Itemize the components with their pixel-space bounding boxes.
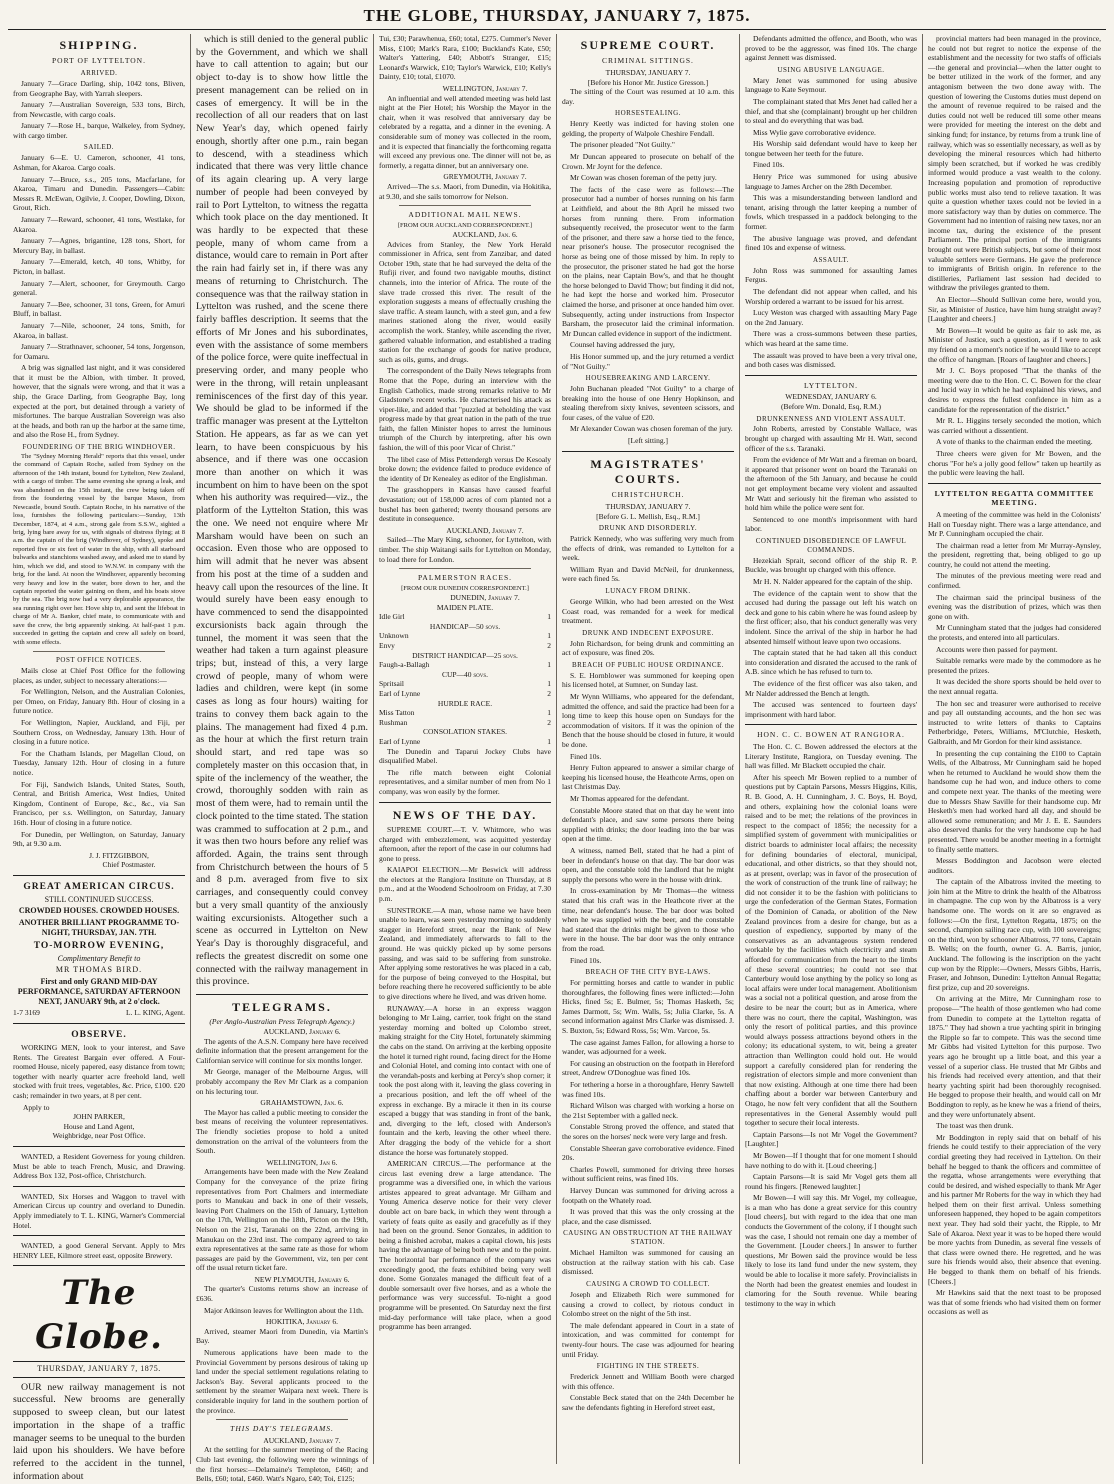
wanted-ad: WANTED, a Resident Governess for young children. Must be able to teach French, Music, and Drawing. Address Box 132, Post-office, Christchurch. [13,1152,185,1181]
news-of-the-day-heading: NEWS OF THE DAY. [392,807,538,822]
sailed-item: January 7—Alert, schooner, for Greymouth. Cargo general. [13,278,185,298]
regatta-paragraph: A meeting of the committee was held in the Colonists' Hall on Tuesday night. There was a large attendance, and Mr P. Cunningham occupied the chair. [928,509,1101,539]
court-text: Joseph and Elizabeth Rich were summoned for causing a crowd to collect, by riotous conduct in Colombo street on the night of the 5th inst. [562,1289,734,1319]
placing: 1 [547,631,551,641]
brig-paragraph: A brig was signalled last night, and it was considered that it must be the Albion, with timber. It proved, however, that the signals were wrong, and that it was a ship, the Grace Darling, from Geographe Bay, long expected at the port, but detained through a variety of misfortunes. The barque Australian Sovereign was also at the heads, and both ran up the harbor at the same time, and also the Rose H., from Sydney. [13,363,185,440]
lyttelton-text: The accused was sentenced to fourteen days' imprisonment with hard labor. [745,700,917,719]
divider [928,483,1101,484]
lyttelton-text: The evidence of the captain went to show that the accused had during the passage out left his watch on deck and gone to his cabin where he was found asleep by the first officer; also, that his conduct generally was very indolent. Since the arrival of the ship in harbor he had absented himself without leave upon two occasions. [745,588,917,646]
horse-name: Envy [379,641,395,651]
race-title: CUP—40 sovs. [441,669,489,679]
mail-news-source: [FROM OUR AUCKLAND CORRESPONDENT.] [397,221,533,229]
regatta-paragraph: The chairman said the principal business of the evening was the distribution of prizes, which was then gone on with. [928,592,1101,621]
case-heading: FIGHTING IN THE STREETS. [596,1362,700,1371]
bowen-text: Mr Bowen—If I thought that for one moment I should have nothing to do with it. [Loud cheering.] [745,1150,917,1170]
telegrams-subheading: (Per Anglo-Australian Press Telegraph Agency.) [209,1017,355,1027]
mag-before: [Before G. L. Mellish, Esq., R.M.] [596,511,700,521]
lyttelton-date: WEDNESDAY, JANUARY 6. [785,392,877,402]
divider [13,1023,185,1024]
this-days-telegrams-heading: THIS DAY'S TELEGRAMS. [230,1424,334,1434]
mail-news-text: The correspondent of the Daily News telegraphs from Rome that the Pope, during an interview with the English Catholics, made strong remarks relative to Mr Gladstone's recent works. He characterised his attack as viper-like, and added that "puzzled at beholding the vast progress made by that great nation in the path of the true faith, the fallen Minister hopes to arrest the luminous triumph of the Church by interpreting, after his own fashion, the will of this poor Vicar of Christ." [379,366,551,453]
race-row [379,631,551,641]
court-date: THURSDAY, JANUARY 7. [605,67,691,77]
circus-ad-line: STILL CONTINUED SUCCESS. [44,895,154,905]
bowen-text-continued: Mr R. L. Higgins tersely seconded the motion, which was carried without a dissentient. [928,416,1101,435]
sailed-item: January 7—Bruce, s.s., 205 tons, Macfarlane, for Akaroa, Timaru and Dunedin. Passengers—Cabin: Messrs R. McEwan, Ogilvie, J. Cooper, Dowling, Dixon, Grout, Rich. [13,174,185,213]
post-signature: J. J. FITZGIBBON, [89,850,149,860]
race-row [379,660,551,670]
sailed-item: January 7—Emerald, ketch, 40 tons, Whitby, for Picton, in ballast. [13,257,185,276]
news-item: RUNAWAY.—A horse in an express waggon belonging to Mr Laing, carrier, took fright on the stand yesterday morning and bolted up Colombo street, making straight for the City Hotel, fortunately skimming the cabs on the stand. On arriving at the kerbing opposite the hotel it turned right round, facing direct for the Home and Colonial Hotel, and coming into contact with one of the verandah-posts and kerbing at Percy's shop corner; it took the post along with it, leaving the glass covering in a precarious position, and left the off wheel of the express in exchange. By a miracle it then in its course escaped a buggy that was standing in front of the bank, and, diverging to the left, closed with Anderson's fountain and the kerb, leaving the other wheel there. After dragging the body of the vehicle for a short distance the horse was fortunately stopped. [379,1003,551,1157]
races-place: DUNEDIN, January 7. [450,593,520,603]
telegram-place: HOKITIKA, January 6. [266,1317,338,1327]
circus-ad-ref: 1-7 3169 [13,1008,40,1018]
court-text: Fined 10s. [570,751,602,761]
race-table [379,631,551,650]
arrived-item: January 7—Rose H., barque, Walkeley, from Sydney, with cargo timber. [13,121,185,140]
divider [13,1186,185,1187]
court-text: Henry Fulton appeared to answer a similar charge of keeping his licensed house, the Heathcote Arms, open on last Christmas Day. [562,763,734,792]
court-text: A witness, named Bell, stated that he had a pint of beer in defendant's house on that day. The bar door was open, and the constable told the landlord that he might supply the persons who were in the house with drink. [562,845,734,884]
regatta-paragraph: The chairman read a letter from Mr Murray-Aynsley, the president, regretting that, being obliged to go up country, he could not attend the meeting. [928,540,1101,569]
post-office-heading: POST OFFICE NOTICES. [56,656,142,665]
race-title: MAIDEN PLATE. [436,602,494,612]
horse-name: Unknown [379,631,409,641]
case-heading: HORSESTEALING. [615,109,681,118]
columns [8,34,1106,1484]
placing: 2 [547,689,551,699]
telegram-text: The Mayor has called a public meeting to consider the best means of receiving the volunteer representatives. The friendly societies propose to hold a united demonstration on the arrival of the volunteers from the South. [196,1107,368,1156]
telegram-place: GRAHAMSTOWN, Jan. 6. [260,1098,344,1108]
race-row [379,718,551,728]
court-text: William Ryan and David McNeil, for drunkenness, were each fined 5s. [562,564,734,584]
lyttelton-text: From the evidence of Mr Watt and a fireman on board, it appeared that prisoner went on board the Taranaki on the afternoon of the 5th January, and because he could not get employment became very violent and assaulted Mr Watt and seriously hit the fireman who assisted to hold him while the police were sent for. [745,455,917,513]
race-title: CONSOLATION STAKES. [423,727,507,737]
wanted-ad: WANTED, Six Horses and Waggon to travel with American Circus up country and overland to Dunedin. Apply immediately to T. L. KING, Warner's Commercial Hotel. [13,1191,185,1230]
divider [216,1419,348,1420]
supreme-court-heading: SUPREME COURT. [580,38,716,52]
race-table [379,679,551,698]
column-6 [923,34,1106,1464]
circus-ad-title: GREAT AMERICAN CIRCUS. [23,881,175,892]
shipping-heading: SHIPPING. [59,38,139,52]
lead-article: OUR new railway management is not successful. New brooms are generally supposed to sweep clean, but our latest importation in the shape of a traffic manager seems to be unequal to the burden laid upon his shoulders. We have before referred to the accident in the tunnel, information about [13,1381,185,1482]
court-text: Counsel having addressed the jury, [570,340,675,350]
foundering-paragraph: The "Sydney Morning Herald" reports that this vessel, under the command of Captain Roche, sailed from Sydney on the afternoon of the 14th instant, bound for Lyttelton, New Zealand, with a cargo of timber. The same evening she sprang a leak, and was abandoned on the 15th instant, the crew being taken off from the foundering vessel by the barque Mason, from Newcastle, bound South. Captain Roche, in his narrative of the loss, furnishes the following particulars:—Sunday, 13th December, 1874, at 4 a.m., strong gale from S.S.W., sighted a brig, lying bare away for us, with signals of distress flying; at 8 a.m. the captain of the brig (Windhover, of Sydney), spoke and reported five or six feet of water in the ship, with all starboard bulwarks and stanchions washed away, and asked me to stand by him, which we did, and stood to W.N.W. in company with the brig, for the land. At noon the Windhover, apparently becoming very heavy and low in the water, bore down to her, and the captain reported the water gaining on them, and his boats stove by the sea. The brig now had a very deplorable appearance, the sea running right over her. Hove ship to, and sent the lifeboat in charge of Mr A. Banker, chief mate, to communicate with and save the crew, the brig apparently sinking. At half-past 1 p.m. succeeded in getting the captain and crew all safely on board, with some effects. [13,453,185,646]
case-heading: BREACH OF PUBLIC HOUSE ORDINANCE. [571,660,725,669]
race-table [379,660,551,670]
race-table [379,737,551,747]
court-text: Defendants admitted the offence, and Booth, who was proved to be the aggressor, was fined 10s. The charge against Jennett was dismissed. [745,34,917,63]
court-text: Charles Powell, summoned for driving three horses without sufficient reins, was fined 10s. [562,1164,734,1184]
court-text: Mr Duncan appeared to prosecute on behalf of the Crown. Mr Joynt for the defence. [562,152,734,171]
post-item: For Fiji, Sandwich Islands, United States, South, Central, and British America, West Indies, United Kingdom, Continent of Europe, &c., &c., via San Francisco, per s.s. Wellington, on Saturday, January 16th. Hour of closing in a future notice. [13,779,185,827]
telegram-text: Arrived—The s.s. Maori, from Dunedin, via Hokitika, at 9.30, and she sails tomorrow for Nelson. [379,181,551,201]
court-text: Miss Wylie gave corroborative evidence. [753,127,876,137]
observe-name: House and Land Agent, [63,1121,135,1131]
post-item: For Dunedin, per Wellington, on Saturday, January 9th, at 9.30 a.m. [13,829,185,849]
court-text: Frederick Jennett and William Booth were charged with this offence. [562,1372,734,1391]
column-2 [191,34,374,1484]
column-5 [740,34,923,1464]
court-text: Henry Price was summoned for using abusive language to James Archer on the 28th December. [745,172,917,191]
regatta-paragraph: The toast was then drunk. [936,1121,1014,1131]
divider [745,375,917,376]
arrived-item: January 7—Australian Sovereign, 533 tons, Birch, from Newcastle, with cargo coals. [13,100,185,119]
case-heading: ASSAULT. [812,255,850,264]
race-results [379,603,551,747]
race-table [379,612,551,622]
placing: 2 [547,641,551,651]
bowen-heading: HON. C. C. BOWEN AT RANGIORA. [757,730,905,740]
regatta-paragraph: The minutes of the previous meeting were read and confirmed. [928,571,1101,591]
horse-name: Faugh-a-Ballagh [379,660,430,670]
case-heading: USING ABUSIVE LANGUAGE. [777,65,885,74]
bowen-text: After his speech Mr Bowen replied to a number of questions put by Captain Parsons, Messrs Higgins, Kilis, R. B. Good, A. H. Cunningham, J. C. Boys, H. Boyd, and others, explaining how the colonial loans were raised and to be met; the relations of the provinces in respect to the compact of 1856; the necessity for a simplified system of government with municipalities or district boards to administer local affairs; the necessity for defining boundaries of electoral, municipal, educational, and other districts, so that they should not, as at present, overlap; was in favor of the prosecution of the work of construction of the trunk line of railway; he did not consider it to be the fashion with politicians to urge the confederation of the German States, Formation of the Dominion of Canada, or abolition of the New Zealand provinces from a desire for change, but as a question of expediency, supported by many of the conservatives as an advantageous system rendered workable by the facilities which electricity and steam afforded for communication from the heart to the limbs of these several countries; he could not see that Canterbury would lose anything by the policy so long as local affairs were under local management. Abolitionism was a social not a political question, and arose from the desire to be near the court; but as in America, where there was no court, there the capital, Washington, was only the resort of political parties, and this province would always possess attractions beyond others in the colony; its educational system, to wit, being a greater attraction than Wellington could hold out. He would support a carefully considered plan for rendering the registration of electors simple and more convenient than that now existing. Although at one time there had been chaffing about a border war between Canterbury and Otago, he now felt very confident that all the Southern representatives in the General Assembly would pull together to secure their local interests. [745,772,917,1128]
court-text: John Ross was summoned for assaulting James Fergus. [745,265,917,285]
placing: 1 [547,679,551,689]
wanted-ad: WANTED, a good General Servant. Apply to Mrs HENRY LEE, Kilmore street east, opposite Brewery. [13,1241,185,1260]
race-row [379,737,551,747]
court-text: The prisoner pleaded "Not Guilty." [570,140,675,150]
case-heading: DRUNKENNESS AND VIOLENT ASSAULT. [756,414,906,423]
globe-title: The Globe. [35,1273,163,1357]
race-row [379,641,551,651]
horse-name: Spritsail [379,679,405,689]
bowen-text-continued: An Elector—Should Sullivan come here, would you, Sir, as Minister of Justice, have him hung straight away? [Laughter and cheers.] [928,295,1101,324]
criminal-sittings-subheading: CRIMINAL SITTINGS. [602,56,694,66]
lyttelton-text: John Roberts, arrested by Constable Wallace, was brought up charged with assaulting Mr H. Watt, second officer of the s.s. Taranaki. [745,424,917,453]
observe-text: WORKING MEN, look to your interest, and Save Rents. The Greatest Bargain ever offered. A Four-roomed House, nicely papered, easy distance from town; together with nearly quarter acre freehold land, well stocked with fruit trees, vegetables, &c. Price, £100. £20 cash; remainder in two years, at 8 per cent. [13,1043,185,1101]
court-text: Mr Alexander Cowan was chosen foreman of the jury. [570,424,733,434]
divider [13,1235,185,1236]
regatta-paragraph: Mr Cunningham stated that the judges had considered the protests, and entered into all particulars. [928,623,1101,643]
case-heading: DRUNK AND DISORDERLY. [598,524,698,533]
placing: 1 [547,612,551,622]
telegram-place: NEW PLYMOUTH, January 6. [254,1274,350,1284]
court-text: Fined 10s. [753,160,785,170]
circus-ad-line: TO-MORROW EVENING, [33,940,165,951]
telegram-text: Mr George, manager of the Melbourne Argus, will probably accompany the Rev Mr Clark as a companion on his lecturing tour. [196,1067,368,1096]
divider [562,451,734,452]
sailed-item: January 6—E. U. Cameron, schooner, 41 tons, Ashman, for Akaroa. Cargo coals. [13,153,185,173]
mail-news-text: The libel case of Miss Pettendergh versus De Kesoaly broke down; the evidence failed to produce evidence of the identity of Dr Kenealey as editor of the Englishman. [379,454,551,483]
news-item: KAIAPOI ELECTION.—Mr Beswick will address the electors at the Rangiora Institute on Thursday, at 8 p.m., and at the Woodend Schoolroom on Friday, at 7.30 p.m. [379,865,551,904]
regatta-paragraph: Mr Boddington in reply said that on behalf of his friends he could testify to their appreciation of the very cordial greeting they had received in Lyttelton. On their behalf he begged to thank the officers and committee of the regatta, whose arrangements were everything that could be desired, and wished especially to thank Mr Ager and his partner Mr Roberts for the way in which they had helped them on their first arrival. Unless something unforeseen happened, they hoped to be again competitors next year. They had sold their yacht, the Ripple, to Mr Sale of Akaroa. Next year it was to be hoped there would be more yachts from Dunedin, as several fine vessels of that class were owned there. He regretted, and he was sure his friends would also, their absence that evening. He begged to thank them on behalf of his friends. [Cheers.] [928,1132,1101,1286]
court-text: Richard Wilson was charged with working a horse on the 21st September with a galled neck. [562,1101,734,1120]
masthead: THE GLOBE, THURSDAY, JANUARY 7, 1875. [8,6,1106,30]
bowen-text-continued: provincial matters had been managed in the province, he could not but regret to notice the expense of the establishment and the necessity for two staffs of officials—the general and provincial—when the latter ought to be better utilized in the work of the former, and any antagonism between the two done away with. The question of lowering the Customs duties must depend on the amount of revenue required to be raised and the duties could not well be reduced till some other means were provided for meeting the interest on the debt and sinking fund; for instance, by returns from a trunk line of railway, which was so essentially necessary, as well as by developing the mineral resources which had hitherto simply been scratched, but if worked he was credibly informed would produce a vast wealth to the colony. Increasing population and promotion of reproductive public works must also tend to relieve taxation. It was quite a question whether taxes could not be levied in a more satisfactory way than by duties on commerce. The Government had no intention of raising new taxes, nor an income tax, during the existence of the present Parliament. The principal portion of the immigrants brought out were British subjects, but some of their most valuable settlers were Germans. He gave the preference to immigrants of British origin. In reference to the distilleries, Parliament last session had decided to withdraw the privileges granted to them. [928,34,1101,293]
regatta-paragraph: Mr Hawkins said that the next toast to be proposed was that of some friends who had visited them on former occasions as well as [928,1288,1101,1317]
arrived-label: ARRIVED. [80,68,118,77]
mail-news-text: Advices from Stanley, the New York Herald commissioner in Africa, sent from Zanzibar, and dated October 19th, state that he had surveyed the delta of the Rufiji river, and found two navigable mouths, distinct channels, into the interior of Africa. The route of the slave trade crossed this river. The result of the exploration suggests a means of effectually crushing the slave traffic. A steam launch, with a steel gun, and a few marines stationed along the river, would easily accomplish the work. Stanley, while ascending the river, gathered valuable information, and established a trading station for the exchange of goods for native produce, such as oils, gums, and drugs. [379,239,551,364]
mail-news-place: AUCKLAND, Jan. 6. [452,230,518,239]
regatta-paragraph: Accounts were then passed for payment. [936,644,1058,654]
telegram-text: The agents of the A.S.N. Company here have received definite information that the present arrangement for the Californian service will continue for six months longer. [196,1036,368,1065]
lyttelton-text: Mr H. N. Nalder appeared for the captain of the ship. [753,577,913,587]
mag-items [562,524,734,1412]
court-text: S. E. Hornblower was summoned for keeping open his licensed hotel, at Sumner, on Sunday last. [562,670,734,690]
observe-apply: Apply to [23,1102,50,1112]
sailed-item: January 7—Reward, schooner, 41 tons, Westlake, for Akaroa. [13,214,185,234]
arrived-item: January 7—Grace Darling, ship, 1042 tons, Bliven, from Geographe Bay, with Yarrah sleepers. [13,78,185,98]
race-row [379,679,551,689]
divider [196,994,368,995]
circus-ad-line: MR THOMAS BIRD. [55,965,143,975]
mail-news-heading: ADDITIONAL MAIL NEWS. [408,210,522,220]
race-title: HURDLE RACE. [437,698,493,708]
court-text: Constable Moore stated that on that day he went into defendant's place, and saw some persons there being supplied with drinks; the door leading into the bar was open at the time. [562,805,734,844]
telegram-place: GREYMOUTH, January 7. [443,172,527,182]
port-subheading: PORT OF LYTTELTON. [52,56,146,66]
lyttelton-text: The captain stated that he had taken all this conduct into consideration and disrated the accused to the rank of A.B. since which he has refused to turn to. [745,648,917,677]
mail-news-text: Sailed—The Mary King, schooner, for Lyttelton, with timber. The ship Waitangi sails for Lyttelton on Monday, to load there for London. [379,535,551,564]
court-text: John Buchanan pleaded "Not Guilty" to a charge of breaking into the house of one Henry Hopkinson, and stealing therefrom sixty knives, seventeen scissors, and four cases, of the value of £20. [562,384,734,422]
telegram-text: Arrived, steamer Maori from Dunedin, via Martin's Bay. [196,1326,368,1346]
court-text: For tethering a horse in a thoroughfare, Henry Sawtell was fined 10s. [562,1080,734,1099]
case-heading: CONTINUED DISOBEDIENCE OF LAWFUL COMMANDS. [755,536,907,554]
bowen-text-continued: Mr Bowen—It would be quite as fair to ask me, as Minister of Justice, such a question, as if I were to ask my friend on a moment's notice if he would like to accept the office of hangman. [Roars of laughter and cheers.] [928,325,1101,364]
regatta-paragraph: Suitable remarks were made by the commodore as he presented the prizes. [928,656,1101,675]
court-text: Mr Cowan was chosen foreman of the petty jury. [570,173,717,183]
race-row [379,689,551,699]
case-heading: LUNACY FROM DRINK. [605,587,691,596]
divider [13,1265,185,1266]
regatta-paragraph: The captain of the Albatross invited the meeting to join him at the Mitre to drink the health of the Albatross in champagne. The cup won by the Albatross is a very handsome one. The words on it are so engraved as follows:—On the first, Lyttelton Regatta, 1875; on the second, champion sailing race cup, with 100 sovereigns; on the third, won by schooner Albatross, 77 tons, Captain B. Wells; on the fourth, owner G. A. Barris, junior, Auckland. The following is the inscription on the yacht cup won by the Ripple:—Owners, Messrs Gibbs, Harris, Fraser, and Johnson, Dunedin: Lyttelton Annual Regatta; first prize, cup and 20 sovereigns. [928,877,1101,992]
case-heading: CAUSING A CROWD TO COLLECT. [586,1280,710,1288]
case-heading: BREACH OF THE CITY BYE-LAWS. [585,968,711,977]
circus-ad-line: First and only GRAND MID-DAY PERFORMANCE, SATURDAY AFTERNOON NEXT, JANUARY 9th, at 2 o'clock. [17,976,181,1007]
telegram-place: WELLINGTON, January 7. [442,83,528,93]
court-text: Lucy Weston was charged with assaulting Mary Page on the 2nd January. [745,308,917,327]
lyttelton-text: Sentenced to one month's imprisonment with hard labor. [745,514,917,534]
court-text: His Worship said defendant would have to keep her tongue between her teeth for the future. [745,139,917,158]
races-source: [FROM OUR DUNEDIN CORRESPONDENT.] [401,584,529,592]
race-row [379,708,551,718]
placing: 1 [547,737,551,746]
court-text: Michael Hamilton was summoned for causing an obstruction at the railway station with his cab. Case dismissed. [562,1248,734,1277]
divider [745,724,917,725]
case-heading: DRUNK AND INDECENT EXPOSURE. [582,628,714,637]
news-item: AMERICAN CIRCUS.—The performance at the circus last evening drew a large attendance. The programme was a diversified one, in which the various artistes appeared to great advantage. Mr Gilham and Young America deserve notice for their very clever double act on bare back, in which they went through a variety of feats quite as easily and gracefully as if they had been on the ground. Senor Gonzales, in addition to being a finished acrobat, makes a capital clown, his jests having the advantage of being both new and to the point. The horizontal bar performance of the company was exceedingly good, the feats exhibited being very well done. Some Gonzales managed the difficult feat of a double somersault over five horses, and as a whole the performance was very successful. To-night a good programme will be presented. On Saturday next the first mid-day performance will take place, when a good programme has been arranged. [379,1159,551,1332]
court-text: It was proved that this was the only crossing at the place, and the case dismissed. [562,1207,734,1226]
sailed-item: January 7—Agnes, brigantine, 128 tons, Short, for Mercury Bay, in ballast. [13,236,185,255]
column-1 [8,34,191,1482]
race-row [379,612,551,622]
regatta-text [928,510,1101,1317]
race-title: DISTRICT HANDICAP—25 sovs. [412,650,518,660]
races-note: The rifle match between eight Colonial representatives, and a similar number of men from No 1 company, was won easily by the former. [379,767,551,796]
divider [13,875,185,876]
court-text: In cross-examination by Mr Thomas—the witness stated that his craft was in the Heathcote river at the time, near defendant's house. The bar door was bolted when he was supplied with the beer, and the constable had stated that the drinks might be given to those who were in the house. The bar door was the only entrance from the road. [562,886,734,953]
court-text: The facts of the case were as follows:—The prosecutor had a number of horses running on his farm at Leithfield, and about the 8th April he missed two horses from running there. From information subsequently received, the prosecutor went to the farm of the prisoner, and there saw a horse tied to the fence, near prisoner's house. The prosecutor recognised the horse as being one of those missed by him. In reply to the prosecutor, the prisoner stated he had got the horse on the plains, near Captain Bow's, and that he thought the horse belonged to David Thow; but finding it did not, he had kept the horse and worked him. Prosecutor claimed the horse, and prisoner at once handed him over. Subsequently, acting under instructions from Inspector Barsham, the prosecutor laid the criminal information. Mr Duncan called evidence in support of the indictment. [562,184,734,338]
circus-ad-footer [13,1008,185,1018]
regatta-paragraph: In presenting the cup containing the £100 to Captain Wells, of the Albatross, Mr Cunningham said he hoped when he returned to Auckland he would show them the handsome cup he had won, and induce others to come and compete next year. The thanks of the meeting were due to Messrs Shaw Saville for their handsome cup. Mr Hesketh's men had worked hard all day, and should be allowed some remuneration; and Mr J. E. E. Saunders also deserved thanks for the very handsome cup he had presented. There would be another meeting in a fortnight to finally settle matters. [928,748,1101,854]
lyttelton-text: Hezekiah Sprait, second officer of the ship R. P. Buckle, was brought up charged with this offence. [745,555,917,575]
case-heading: CAUSING AN OBSTRUCTION AT THE RAILWAY STATION. [563,1229,733,1247]
telegrams-heading: TELEGRAMS. [232,1000,332,1015]
court-text: For permitting horses and cattle to wander in public thoroughfares, the following fines were inflicted:—John Hicks, fined 5s; E. Bulmer, 5s; Thomas Hasketh, 5s; James Darmott, 5s; Wm. Walls, 5s; Julia Clarke, 5s. A second information against Mrs Clarke was dismissed. J. S. Buxton, 5s; Edward Ross, 5s; Wm. Varcoe, 5s. [562,978,734,1036]
news-item: SUPREME COURT.—T. V. Whitmore, who was charged with embezzlement, was acquitted yesterday afternoon, after the report of the case in our columns had gone to press. [379,824,551,863]
horse-name: Miss Tatton [379,708,415,718]
telegram-text: The quarter's Customs returns show an increase of £636. [196,1284,368,1304]
court-text: Fined 10s. [570,955,602,965]
divider [379,802,551,803]
lyttelton-text: The evidence of the first officer was also taken, and Mr Nalder addressed the Bench at length. [745,679,917,698]
post-item: For Wellington, Nelson, and the Australian Colonies, per Omeo, on Friday, January 8th. Hour of closing in a future notice. [13,687,185,716]
lyttelton-before: (Before Wm. Donald, Esq, R.M.) [780,401,882,411]
divider [13,1146,185,1147]
court-text: The abusive language was proved, and defendant fined 10s and expense of witness. [745,233,917,253]
court-text: Mr Thomas appeared for the defendant. [570,794,689,804]
circus-ad-line: CROWDED HOUSES. CROWDED HOUSES. [18,906,180,916]
telegram-text: Major Atkinson leaves for Wellington about the 11th. [204,1305,364,1315]
lyttelton-heading: LYTTELTON. [803,380,859,390]
regatta-paragraph: Messrs Boddington and Jacobson were elected auditors. [928,856,1101,875]
bowen-text: The Hon. C. C. Bowen addressed the electors at the Literary Institute, Rangiora, on Tuesday evening. The hall was filled. Mr Blackett occupied the chair. [745,741,917,771]
telegram-place: AUCKLAND, January 6. [263,1027,341,1037]
court-text: Harvey Duncan was summoned for driving across a footpath on the Whately road. [562,1185,734,1205]
regatta-heading: LYTTELTON REGATTA COMMITTEE MEETING. [934,488,1095,508]
observe-name: JOHN PARKER, [73,1112,125,1122]
telegram-text: Numerous applications have been made to the Provincial Government by persons desirous of taking up land under the special settlement regulations relating to Jackson's Bay. Several applicants proceed to the settlement by the steamer Waipara next week. There is considerable inquiry for land in the southern portion of the province. [196,1348,368,1415]
court-text: This was a misunderstanding between landlord and tenant, arising through the latter keeping a number of fowls, which trespassed in a paddock belonging to the former. [745,193,917,232]
sailed-item: January 7—Nile, schooner, 24 tons, Smith, for Akaroa, in ballast. [13,320,185,340]
court-text: Constable Strong proved the offence, and stated that the sores on the horses' neck were very large and fresh. [562,1122,734,1141]
sailed-item: January 7—Strathnaver, schooner, 54 tons, Jorgenson, for Oamaru. [13,342,185,361]
court-text: The sitting of the Court was resumed at 10 a.m. this day. [562,87,734,106]
court-text: The defendant did not appear when called, and his Worship ordered a warrant to be issued for his arrest. [745,286,917,306]
races-heading: PALMERSTON RACES. [417,573,513,583]
telegram-text: Arrangements have been made with the New Zealand Company for the conveyance of the prize firing representatives from Port Chalmers and intermediate ports to Manukau and back in one of their vessels, leaving Port Chalmers on the 15th of January, Lyttelton on the 17th, Wellington on the 18th, Picton on the 19th, Nelson on the 21st, Taranaki on the 22nd, arriving in Manukau on the 23rd inst. The company agreed to take extra representatives at the same rate as those for whom passages are paid by the Government, viz, ten per cent off the usual return ticket fare. [196,1167,368,1273]
column-4 [557,34,740,1464]
court-text: His Honor summed up, and the jury returned a verdict of "Not Guilty." [562,351,734,371]
news-item: SUNSTROKE.—A man, whose name we have been unable to learn, was seen yesterday morning to suddenly stagger in Hereford street, near the Bank of New Zealand, and immediately afterwards to fall to the ground. He was quickly picked up by some persons passing, and was said to be suffering from sunstroke. After applying some restoratives he was placed in a cab, for the purpose of being conveyed to the Hospital, but before reaching there he recovered sufficiently to be able to give directions where he lived, and was driven home. [379,905,551,1002]
circus-ad-line: ANOTHER BRILLIANT PROGRAMME TO-NIGHT, THURSDAY, JAN. 7TH. [18,917,180,937]
foundering-heading: FOUNDERING OF THE BRIG WINDHOVER. [22,443,176,452]
observe-heading: OBSERVE. [71,1029,127,1040]
court-text: The male defendant appeared in Court in a state of intoxication, and was committed for contempt for twenty-four hours. The case was adjourned for hearing until Friday. [562,1320,734,1359]
telegram-text: At the settling for the summer meeting of the Racing Club last evening, the following were the winnings of the first horses:—Delamaine's Templeton, £460; and Bells, £60; total, £460. Watt's Ngaro, £40; Toi, £125; [196,1445,368,1484]
divider [399,568,531,569]
horse-name: Idle Girl [379,612,405,622]
court-judge: [Before his Honor Mr. Justice Gresson.] [587,77,709,87]
court-text: Patrick Kennedy, who was suffering very much from the effects of drink, was remanded to Lyttelton for a week. [562,534,734,563]
placing: 2 [547,717,551,727]
horse-name: Earl of Lynne [379,737,421,746]
regatta-paragraph: It was decided the shore sports should be held over to the next annual regatta. [928,677,1101,696]
court-text: There was a cross-summons between these parties, which was heard at the same time. [745,329,917,348]
column-3 [374,34,557,1464]
christchurch-subheading: CHRISTCHURCH. [611,490,685,500]
left-sitting: [Left sitting.] [628,436,668,446]
court-text: Constable Sheeran gave corroborative evidence. Fined 20s. [562,1143,734,1163]
bowen-text-continued: Three cheers were given for Mr Bowen, and the chorus "For he's a jolly good fellow" taken up heartily as the public were leaving the hall. [928,448,1101,478]
bowen-text: Captain Parsons—Is not Mr Vogel the Government? [Laughter.] [745,1129,917,1149]
sailed-item: January 7—Bee, schooner, 31 tons, Green, for Amuri Bluff, in ballast. [13,299,185,319]
sailed-label: SAILED. [83,143,115,152]
races-note: The Dunedin and Taparui Jockey Clubs have disqualified Mabel. [379,746,551,766]
post-item: Mails close at Chief Post Office for the following places, as under, subject to necessary alterations:— [13,666,185,685]
court-text: George Wilkin, who had been arrested on the West Coast road, was remanded for a week for medical treatment. [562,597,734,626]
court-text: Henry Keetly was indicted for having stolen one gelding, the property of Walpole Cheshire Fendall. [562,119,734,138]
court-text: The case against James Fallon, for allowing a horse to wander, was adjourned for a week. [562,1037,734,1057]
regatta-paragraph: On arriving at the Mitre, Mr Cunningham rose to propose—"The health of those gentlemen who had come from Dunedin to compete at the Lyttelton regatta of 1875." They had shown a true yachting spirit in bringing the Ripple so far to compete. This was the second time Mr Gibbs had visited Lyttelton for this purpose. Two years ago he brought up a little boat, and this year a vessel of a superior class. He trusted that Mr Gibbs and his friends had received every attention, and that their hearty yachting spirit had been thoroughly recognised. He begged to propose their health, and would call on Mr Boddington to reply, as he knew he was a friend of theirs, and they were unfortunately absent. [928,994,1102,1119]
court-text: Mary Jenet was summoned for using abusive language to Kate Seymour. [745,75,917,95]
regatta-paragraph: The hon sec and treasurer were authorised to receive and pay all outstanding accounts, and the hon sec was instructed to write letters of thanks to Captains Petherbridge, Peters, Williams, M'Clutchie, Hesketh, Galbraith, and Mr Gordon for their kind assistance. [928,698,1101,746]
telegram-place: WELLINGTON, Jan 6. [266,1157,338,1167]
court-text: The assault was proved to have been a very trival one, and both cases was dismissed. [745,350,917,370]
post-item: For Wellington, Napier, Auckland, and Fiji, per Southern Cross, on Wednesday, January 13th. Hour of closing in a future notice. [13,717,185,747]
telegram-text: Tui, £30; Parawhenua, £60; total, £275. Cummer's Never Miss, £100; Mark's Rara, £100; Buckland's Kate, £50; Walter's Yattering, £40; Abbott's Stranger, £15; Leonard's Warwick, £10; Taylor's Warwick, £10; Kelly's Dainty, £10; total, £1070. [379,34,551,82]
bowen-text-continued: A vote of thanks to the chairman ended the meeting. [936,437,1093,447]
mag-date: THURSDAY, JANUARY 7. [605,501,691,511]
mail-news-place: AUCKLAND, January 7. [446,525,524,535]
horse-name: Rushman [379,717,408,727]
placing: 1 [547,708,551,718]
court-text: Mr Wynn Williams, who appeared for the defendant, admitted the offence, and said the practice had been for a long time to keep this house open on Sundays for the accommodation of visitors. If it was the opinion of the Bench that the house should be closed in future, it would be done. [562,692,734,750]
court-text: For causing an obstruction on the footpath in Hereford street, Andrew O'Donoghue was fined 10s. [562,1058,734,1078]
circus-ad-line: Complimentary Benefit to [57,954,141,964]
observe-name: Weighbridge, near Post Office. [52,1131,146,1141]
horse-name: Earl of Lynne [379,689,421,699]
post-item: For the Chatham Islands, per Magellan Cloud, on Tuesday, January 12th. Hour of closing in a future notice. [13,748,185,777]
case-heading: HOUSEBREAKING AND LARCENY. [585,374,711,383]
divider [399,205,531,206]
mail-news-text: The grasshoppers in Kansas have caused fearful devastation; out of 158,000 acres of corn planted not a bushel has been gathered; twenty thousand persons are destitute in consequence. [379,485,551,524]
bowen-text: Mr Bowen—I will say this. Mr Vogel, my colleague, is a man who has done a great service for this country [loud cheers], but with regard to the idea that one man conducts the Government of the colony, if I thought such was the case, I should not remain one day a member of the Government. [Louder cheers.] In answer to further questions, Mr Bowen said the province would be less likely to lose its land fund under the new system, they would be able to localise it more safely. Provincialists in the North had been the greatest enemies and loudest in clamoring for the South revenue. While bearing testimony to the way in which [745,1193,917,1308]
circus-ad-sign: L. L. KING, Agent. [126,1008,185,1018]
bowen-text: Captain Parsons—It is said Mr Vogel gets them all round his fingers. [Renewed laughter.] [745,1172,917,1191]
race-table [379,708,551,727]
mag-items-continued [745,34,917,370]
post-signature-title: Chief Postmaster. [102,860,156,870]
court-text: Constable Beck stated that on the 24th December he saw the defendants fighting in Hereford street east, [562,1393,734,1412]
telegram-place: AUCKLAND, January 7. [263,1435,341,1445]
magistrates-courts-heading: MAGISTRATES' COURTS. [590,456,706,486]
bowen-text-continued: Mr J. C. Boys proposed "That the thanks of the meeting were due to the Hon. C. C. Bowen for the clear and lucid way in which he had explained his views, and desires to express the fullest confidence in him as a candidate for the representation of the district." [928,366,1101,414]
telegram-text: An influential and well attended meeting was held last night at the Pier Hotel; his Worship the Mayor in the chair, when it was resolved that anniversary day be celebrated by a regatta, and a dinner in the evening. A considerable sum of money was collected in the room, and it is expected that financially the forthcoming regatta will exceed any previous one. The dinner will not be, as formerly, a regatta dinner, but an anniversary one. [379,93,551,170]
court-text: The complainant stated that Mrs Jenet had called her a thief, and that she (complainant) brought up her children to steal and do everything that was bad. [745,96,917,126]
placing: 1 [547,660,551,670]
globe-dateline: THURSDAY, JANUARY 7, 1875. [13,1361,185,1377]
lead-article-continued: which is still denied to the general public by the Government, and which we shall have to call attention to again; but our object to-day is to show how little the present management can be relied on in cases of emergency. It will be in the recollection of all our readers that on last New Year's day, which opened fairly enough, shortly after one p.m., rain began to descend, with a steadiness which indicated that there was very little chance of its again clearing up. A very large number of people had been conveyed by rail to Port Lyttelton, to witness the regatta which took place on the day mentioned. It was hardly to be expected that these people, many of whom came from a distance, would care to remain in Port after the rain had fairly set in, if there was any means of returning to Christchurch. The consequence was that the railway station in Lyttelton was rushed, and the scene there fairly baffles description. It seems that the efforts of Mr Jones and his subordinates, even with the assistance of some members of the police force, were quite ineffectual in preserving order, and many people who were in the throng, will retain unpleasant reminiscences of the first day of this year. We should be glad to be informed if the traffic manager was present at the Lyttelton Station. He appears, as far as we can yet learn, to have been conspicuous by his absence, and if there was one occasion more than another on which it was incumbent on him to have been on the spot when his authority was required—viz., the platform of the Lyttelton Station, this was the one. We need not enquire where Mr Marsham would have been on such an occasion. Even those who are opposed to him will admit that he never was absent from his post at the time of a sudden and heavy call upon the resources of the line. It would surely have been easy enough to have commenced to send the disappointed excursionists back again through the tunnel, the moment it was seen that the weather had taken a turn against pleasure trips; but, instead of this, a very large crowd of people, many of whom were ladies and children, were kept (in some cases as long as four hours) waiting for trains to convey them back again to the plains. The management had fixed 4 p.m. as the hour at which the first return train should start, and red tape was so completely master on this occasion that, in spite of the inclemency of the weather, the crowd, thoroughly sodden with rain as most of them were, had to remain until the clock pointed to the time stated. The station was crammed to suffocation at 2 p.m., and it was then two hours before any relief was afforded. Again, the trains sent through from Christchurch between the hours of 5 and 8 p.m. averaged from five to six carriages, and consequently could convey but a very small quantity of the anxiously waiting excursionists. Altogether such a scene as occurred in Lyttelton on New Year's Day is thoroughly disgraceful, and reflects the greatest discredit on some one connected with the railway management in this province. [196,34,368,988]
court-text: John Richardson, for being drunk and committing an act of exposure, was fined 20s. [562,638,734,658]
divider [33,651,165,652]
race-title: HANDICAP—50 sovs. [429,621,501,631]
